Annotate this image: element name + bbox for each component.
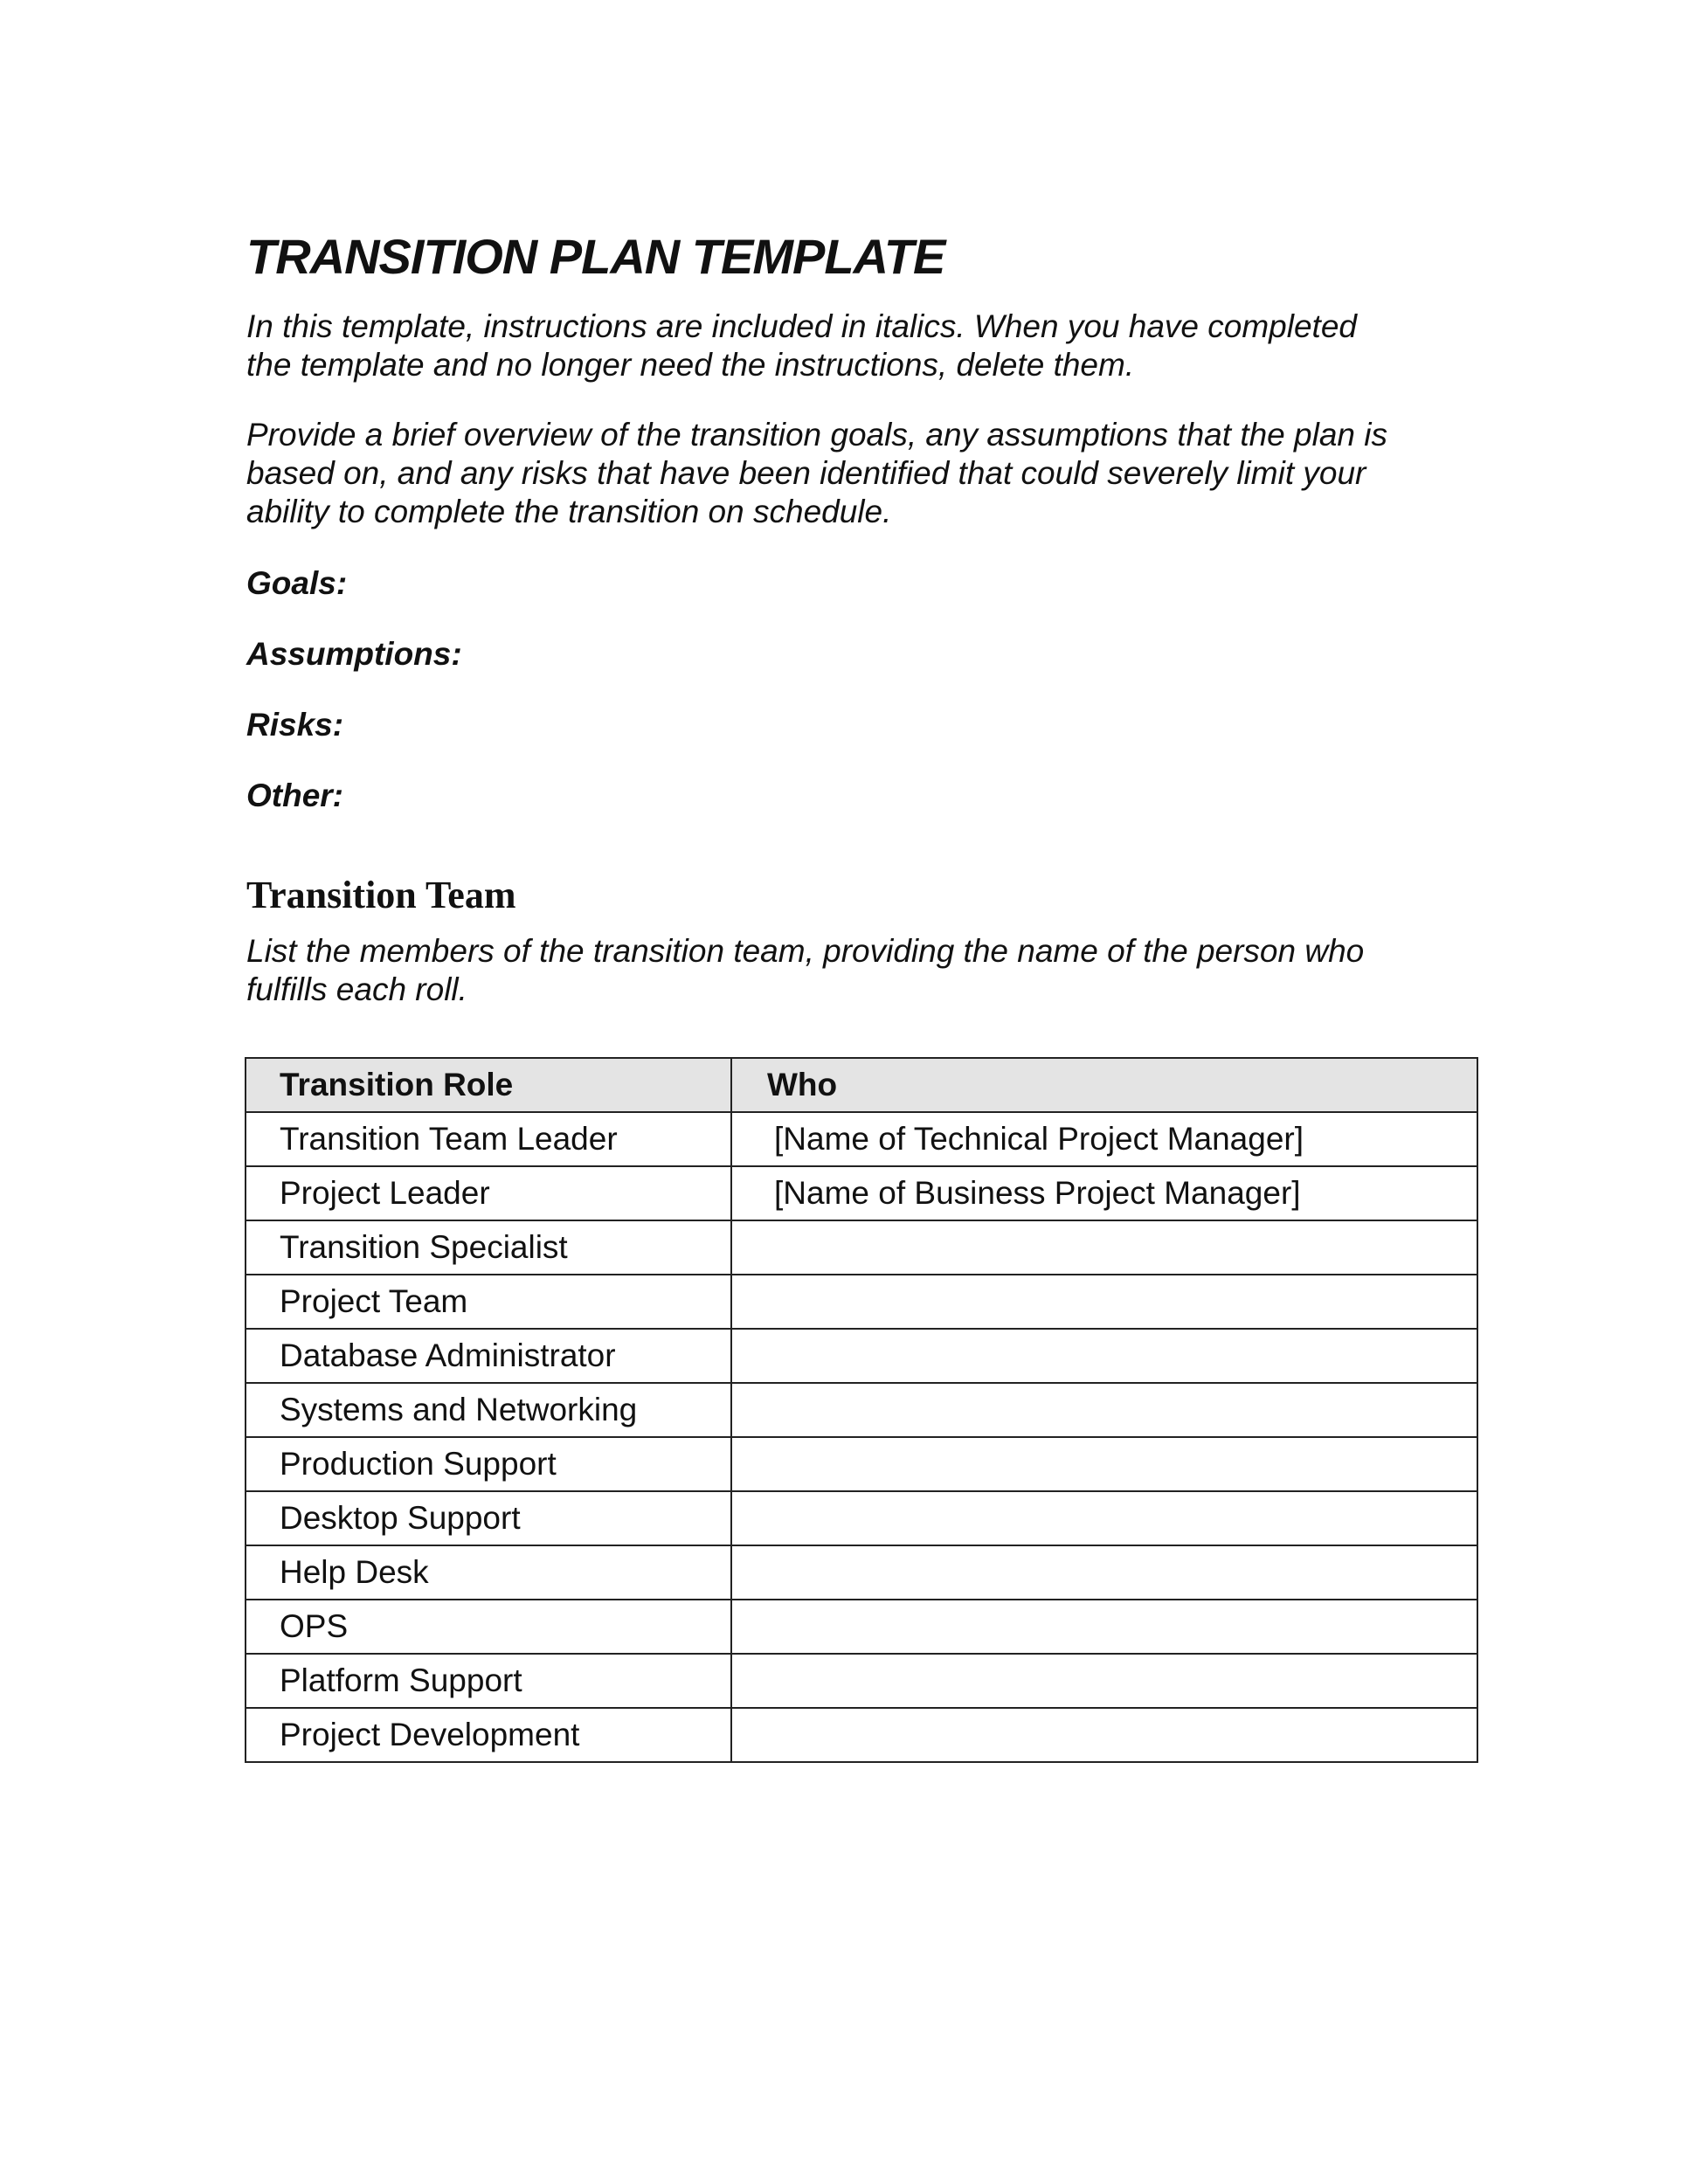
table-row bbox=[246, 1545, 1477, 1600]
who-cell[interactable] bbox=[731, 1275, 1477, 1329]
table-row bbox=[246, 1112, 1477, 1166]
who-cell[interactable] bbox=[731, 1329, 1477, 1383]
who-cell[interactable] bbox=[731, 1708, 1477, 1762]
other-label: Other: bbox=[246, 778, 343, 813]
document-body bbox=[246, 225, 1487, 1009]
role-cell: Production Support bbox=[246, 1437, 731, 1491]
document-title: TRANSITION PLAN TEMPLATE bbox=[246, 229, 945, 284]
role-cell: Desktop Support bbox=[246, 1491, 731, 1545]
table-row bbox=[246, 1437, 1477, 1491]
role-cell: OPS bbox=[246, 1600, 731, 1654]
table-row bbox=[246, 1654, 1477, 1708]
who-cell[interactable]: [Name of Business Project Manager] bbox=[731, 1166, 1477, 1220]
role-cell: Platform Support bbox=[246, 1654, 731, 1708]
table-row bbox=[246, 1329, 1477, 1383]
risks-label: Risks: bbox=[246, 707, 344, 743]
transition-team-table bbox=[245, 1057, 1478, 1763]
table-row bbox=[246, 1275, 1477, 1329]
who-cell[interactable] bbox=[731, 1220, 1477, 1275]
role-cell: Project Leader bbox=[246, 1166, 731, 1220]
who-cell[interactable] bbox=[731, 1437, 1477, 1491]
goals-label: Goals: bbox=[246, 565, 348, 601]
table-row bbox=[246, 1220, 1477, 1275]
table-row bbox=[246, 1491, 1477, 1545]
who-cell[interactable] bbox=[731, 1383, 1477, 1437]
table-row bbox=[246, 1166, 1477, 1220]
table-row bbox=[246, 1600, 1477, 1654]
role-cell: Project Development bbox=[246, 1708, 731, 1762]
who-cell[interactable] bbox=[731, 1491, 1477, 1545]
table-row bbox=[246, 1383, 1477, 1437]
who-cell[interactable] bbox=[731, 1654, 1477, 1708]
table-row bbox=[246, 1708, 1477, 1762]
overview-instruction: Provide a brief overview of the transition goals, any assumptions that the plan is based on, and any risks that have been identified that could severely limit your ability to complete the transition on schedule. bbox=[246, 417, 1387, 529]
header-transition-role: Transition Role bbox=[246, 1058, 731, 1112]
role-cell: Transition Specialist bbox=[246, 1220, 731, 1275]
role-cell: Project Team bbox=[246, 1275, 731, 1329]
transition-team-instruction: List the members of the transition team, providing the name of the person who fulfills each roll. bbox=[246, 933, 1365, 1007]
role-cell: Help Desk bbox=[246, 1545, 731, 1600]
who-cell[interactable]: [Name of Technical Project Manager] bbox=[731, 1112, 1477, 1166]
role-cell: Systems and Networking bbox=[246, 1383, 731, 1437]
who-cell[interactable] bbox=[731, 1545, 1477, 1600]
role-cell: Database Administrator bbox=[246, 1329, 731, 1383]
assumptions-label: Assumptions: bbox=[246, 636, 462, 672]
who-cell[interactable] bbox=[731, 1600, 1477, 1654]
intro-instruction: In this template, instructions are included in italics. When you have completed the template and no longer need the instructions, delete them. bbox=[246, 308, 1357, 383]
transition-team-heading: Transition Team bbox=[246, 874, 516, 916]
role-cell: Transition Team Leader bbox=[246, 1112, 731, 1166]
table-header-row bbox=[246, 1058, 1477, 1112]
header-who: Who bbox=[731, 1058, 1477, 1112]
